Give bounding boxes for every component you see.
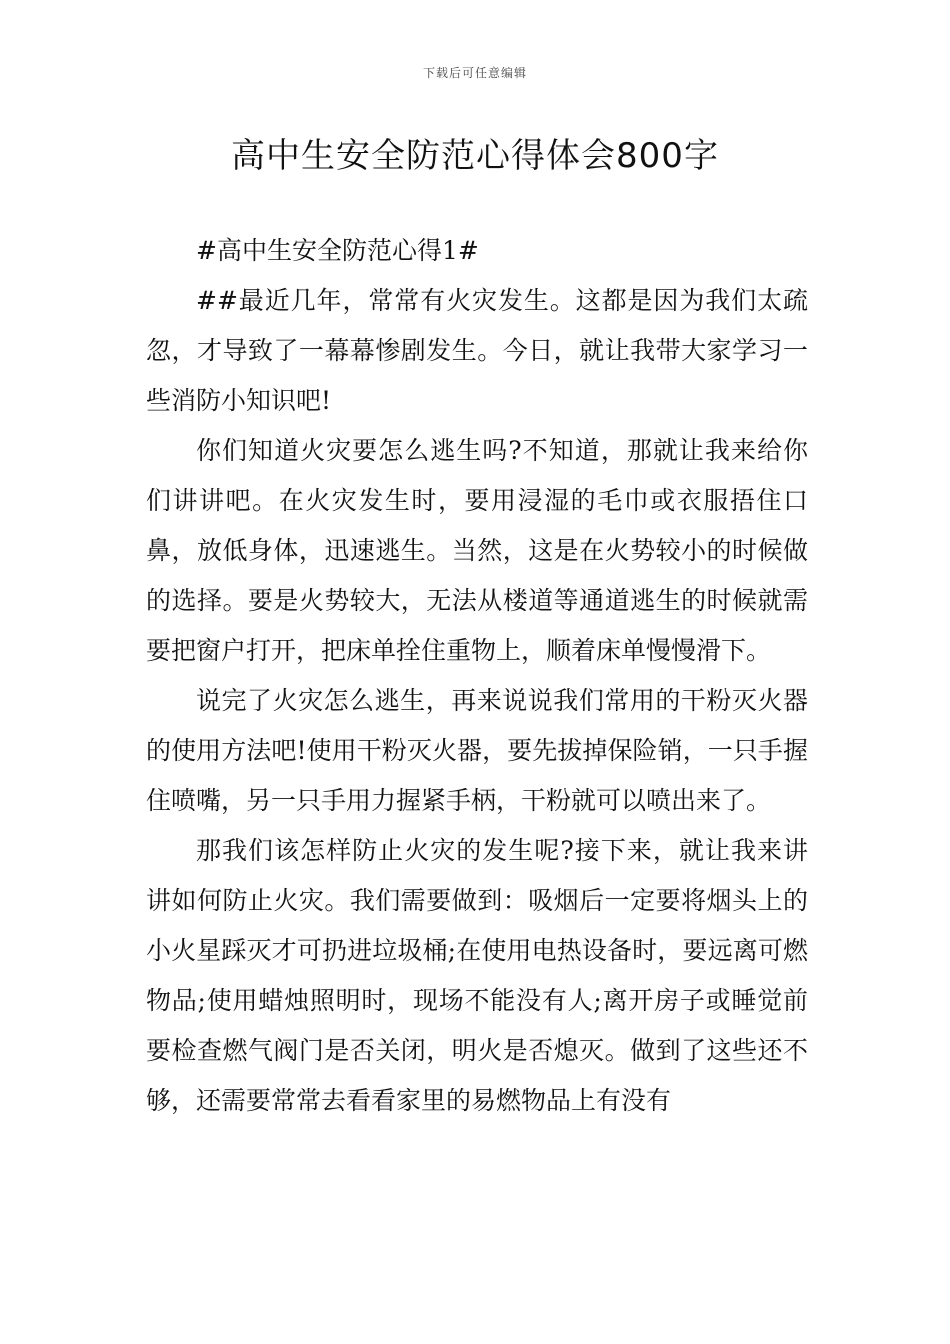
paragraph: 你们知道火灾要怎么逃生吗?不知道，那就让我来给你们讲讲吧。在火灾发生时，要用浸湿的毛巾或衣服捂住口鼻，放低身体，迅速逃生。当然，这是在火势较小的时候做的选择。要是火势较大，无法从楼道等通道逃生的时候就需要把窗户打开，把床单拴住重物上，顺着床单慢慢滑下。 [146,436,808,665]
section-heading: #高中生安全防范心得1# [196,236,479,265]
paragraph: ##最近几年，常常有火灾发生。这都是因为我们太疏忽，才导致了一幕幕惨剧发生。今日，就让我带大家学习一些消防小知识吧! [146,286,808,415]
document-title: 高中生安全防范心得体会800字 [231,136,719,176]
header-note: 下载后可任意编辑 [422,66,527,80]
document-body [146,226,808,1126]
paragraph: 说完了火灾怎么逃生，再来说说我们常用的干粉灭火器的使用方法吧!使用干粉灭火器，要先拔掉保险销，一只手握住喷嘴，另一只手用力握紧手柄，干粉就可以喷出来了。 [146,686,808,815]
paragraph: 那我们该怎样防止火灾的发生呢?接下来，就让我来讲讲如何防止火灾。我们需要做到：吸烟后一定要将烟头上的小火星踩灭才可扔进垃圾桶;在使用电热设备时，要远离可燃物品;使用蜡烛照明时，现场不能没有人;离开房子或睡觉前要检查燃气阀门是否关闭，明火是否熄灭。做到了这些还不够，还需要常常去看看家里的易燃物品上有没有 [146,836,808,1115]
